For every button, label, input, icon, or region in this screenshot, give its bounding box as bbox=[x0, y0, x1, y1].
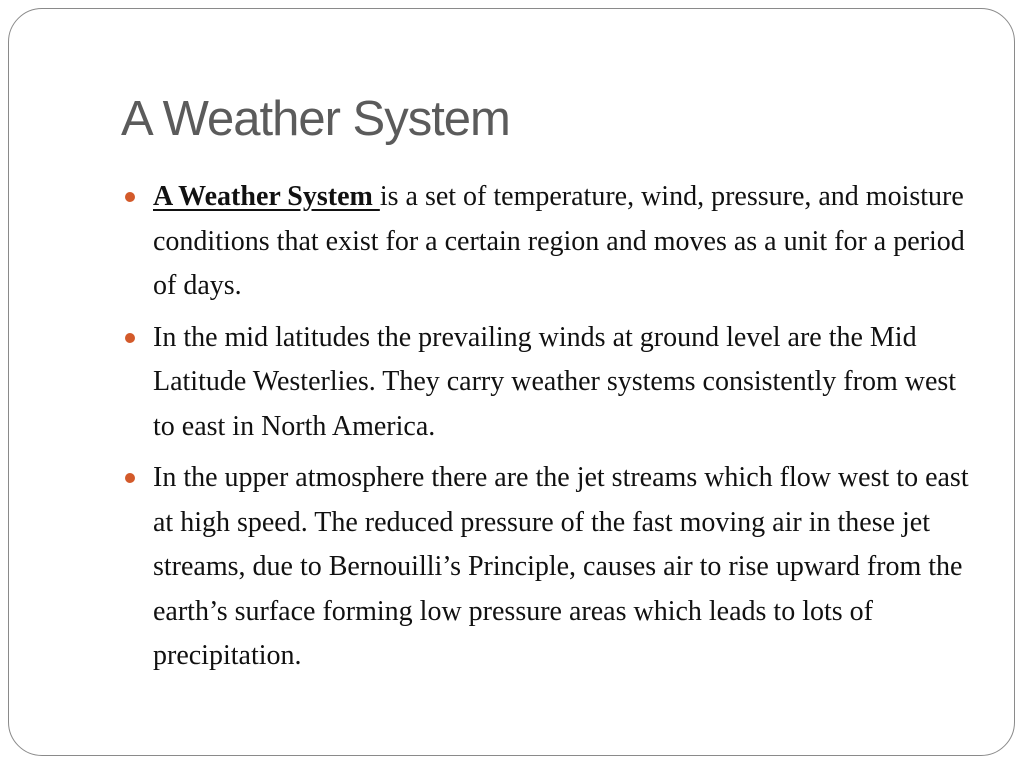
bullet-item-weather-system bbox=[123, 175, 983, 309]
bullet-text: In the upper atmosphere there are the jet streams which flow west to east at high speed. The reduced pressure of the fast moving air in these jet streams, due to Bernouilli’s Principle, causes air to rise upward from the earth’s surface forming low pressure areas which leads to lots of precipitation. bbox=[153, 462, 969, 671]
bullet-dot-icon bbox=[125, 473, 135, 483]
bullet-item-jet-streams bbox=[123, 456, 983, 679]
defined-term: A Weather System bbox=[153, 181, 380, 212]
bullet-dot-icon bbox=[125, 333, 135, 343]
bullet-dot-icon bbox=[125, 192, 135, 202]
bullet-list bbox=[123, 175, 983, 686]
bullet-text: is a set of temperature, wind, pressure, and moisture conditions that exist for a certain region and moves as a unit for a period of days. bbox=[153, 181, 965, 301]
slide-frame bbox=[8, 8, 1015, 756]
bullet-text: In the mid latitudes the prevailing winds at ground level are the Mid Latitude Westerlies. They carry weather systems consistently from west to east in North America. bbox=[153, 321, 957, 442]
bullet-item-westerlies bbox=[123, 316, 983, 450]
slide-title: A Weather System bbox=[121, 92, 510, 146]
